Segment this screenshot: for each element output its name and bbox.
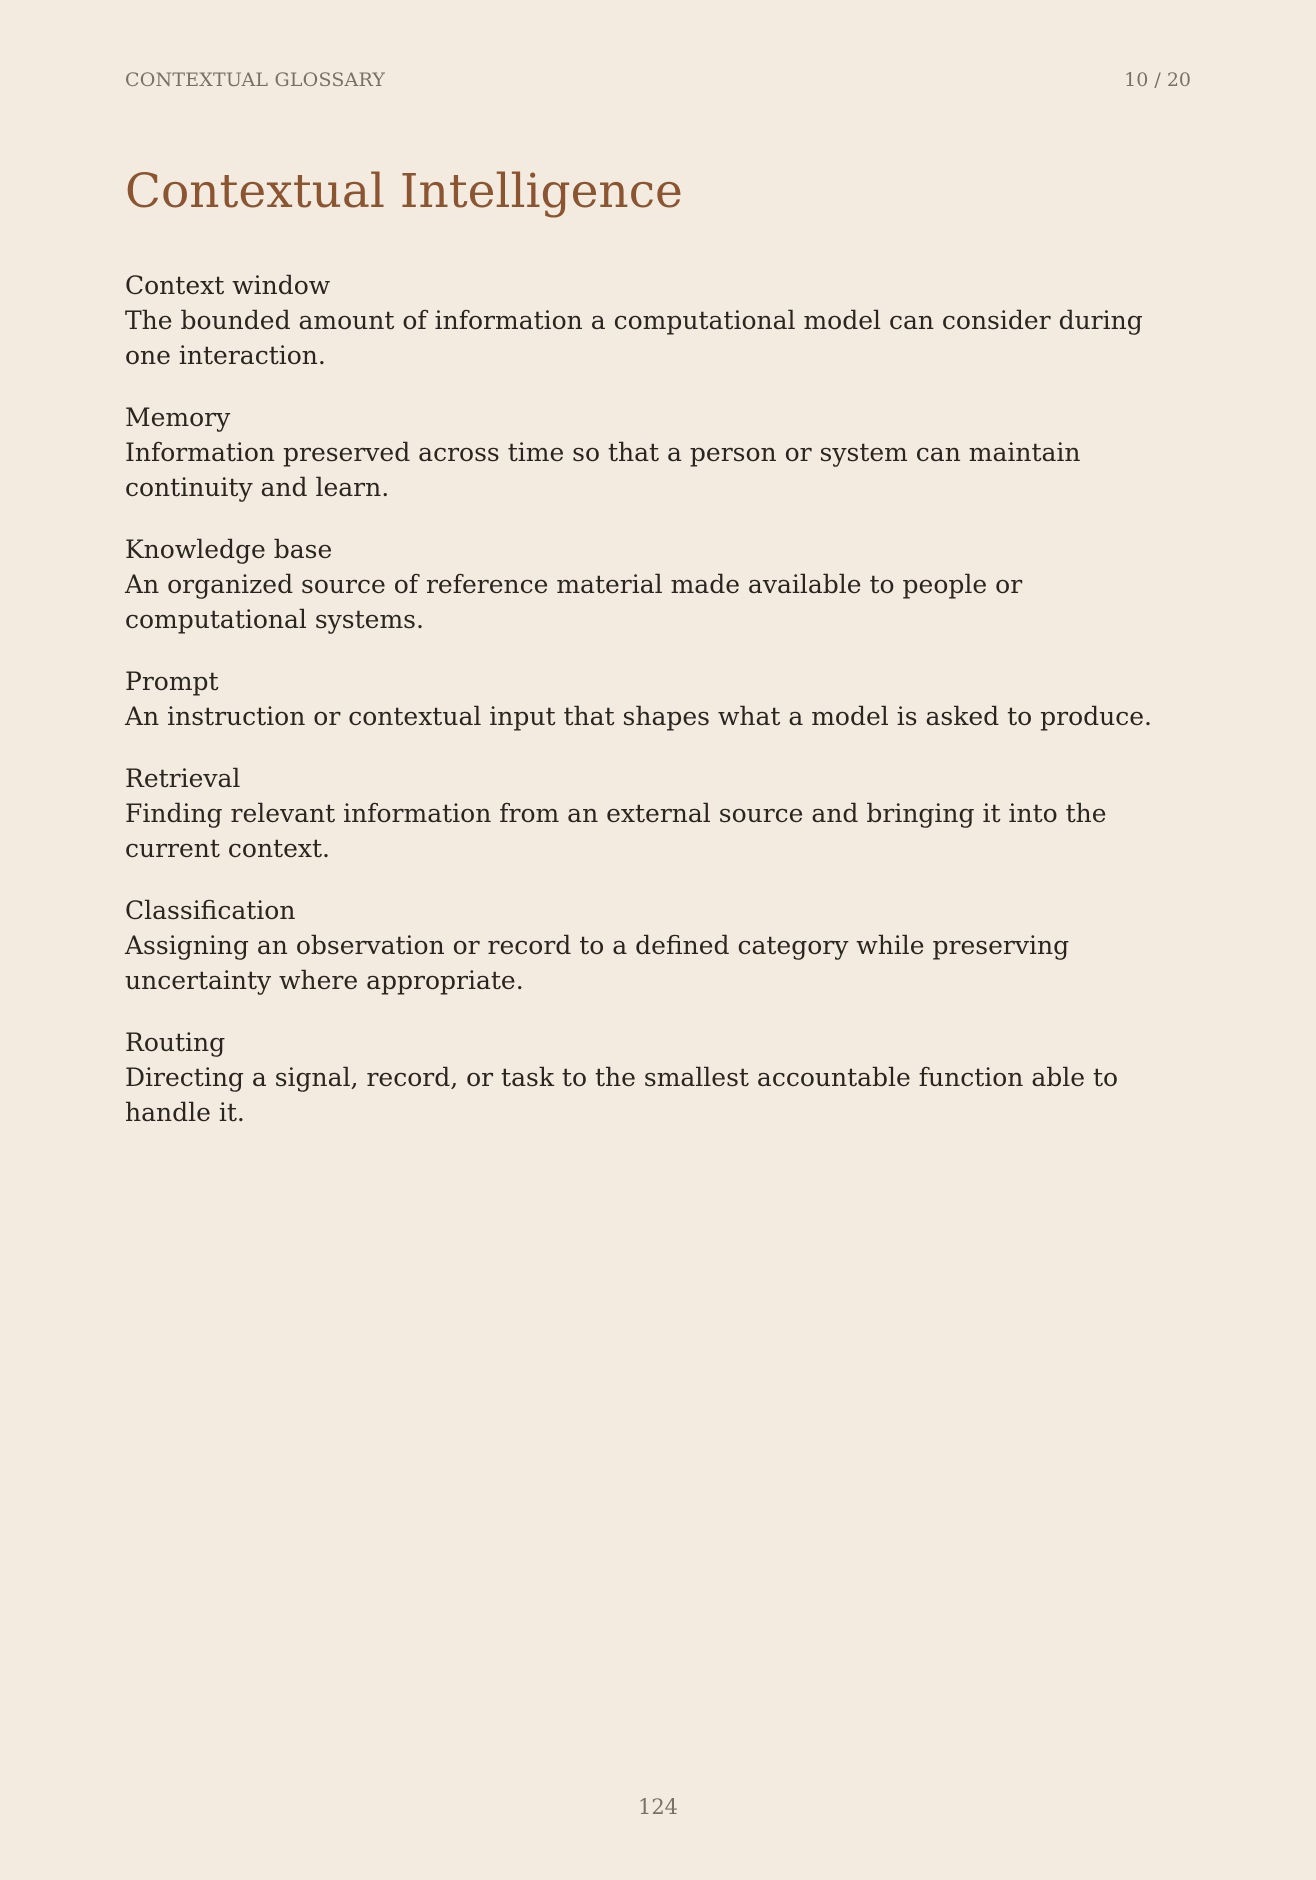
- page-title: Contextual Intelligence: [125, 164, 683, 219]
- glossary-entry: [125, 268, 1191, 373]
- glossary-term: Retrieval: [125, 764, 241, 793]
- glossary-entry: [125, 400, 1191, 505]
- page-number: 124: [637, 1795, 679, 1819]
- section-title: CONTEXTUAL GLOSSARY: [125, 69, 386, 91]
- document-page: [125, 0, 1191, 1880]
- glossary-entry: [125, 1025, 1191, 1130]
- glossary-definition: Directing a signal, record, or task to the smallest accountable function able to handle it.: [125, 1063, 1119, 1127]
- running-header: [125, 69, 1191, 93]
- glossary-term: Prompt: [125, 667, 219, 696]
- glossary-term: Memory: [125, 403, 231, 432]
- glossary-definition: An organized source of reference material made available to people or computational systems.: [125, 570, 1023, 634]
- glossary-term: Classification: [125, 896, 296, 925]
- glossary-term: Routing: [125, 1028, 226, 1057]
- glossary-definition: The bounded amount of information a computational model can consider during one interaction.: [125, 306, 1143, 370]
- glossary-definition: An instruction or contextual input that shapes what a model is asked to produce.: [125, 702, 1153, 731]
- glossary-entry: [125, 664, 1191, 734]
- glossary-term: Knowledge base: [125, 535, 333, 564]
- glossary-entry: [125, 761, 1191, 866]
- glossary-entry: [125, 893, 1191, 998]
- glossary-list: [125, 268, 1191, 1157]
- glossary-definition: Information preserved across time so that a person or system can maintain continuity and learn.: [125, 438, 1081, 502]
- glossary-term: Context window: [125, 271, 331, 300]
- glossary-entry: [125, 532, 1191, 637]
- glossary-definition: Finding relevant information from an external source and bringing it into the current context.: [125, 799, 1107, 863]
- page-progress: 10 / 20: [1124, 69, 1191, 91]
- glossary-definition: Assigning an observation or record to a defined category while preserving uncertainty where appropriate.: [125, 931, 1070, 995]
